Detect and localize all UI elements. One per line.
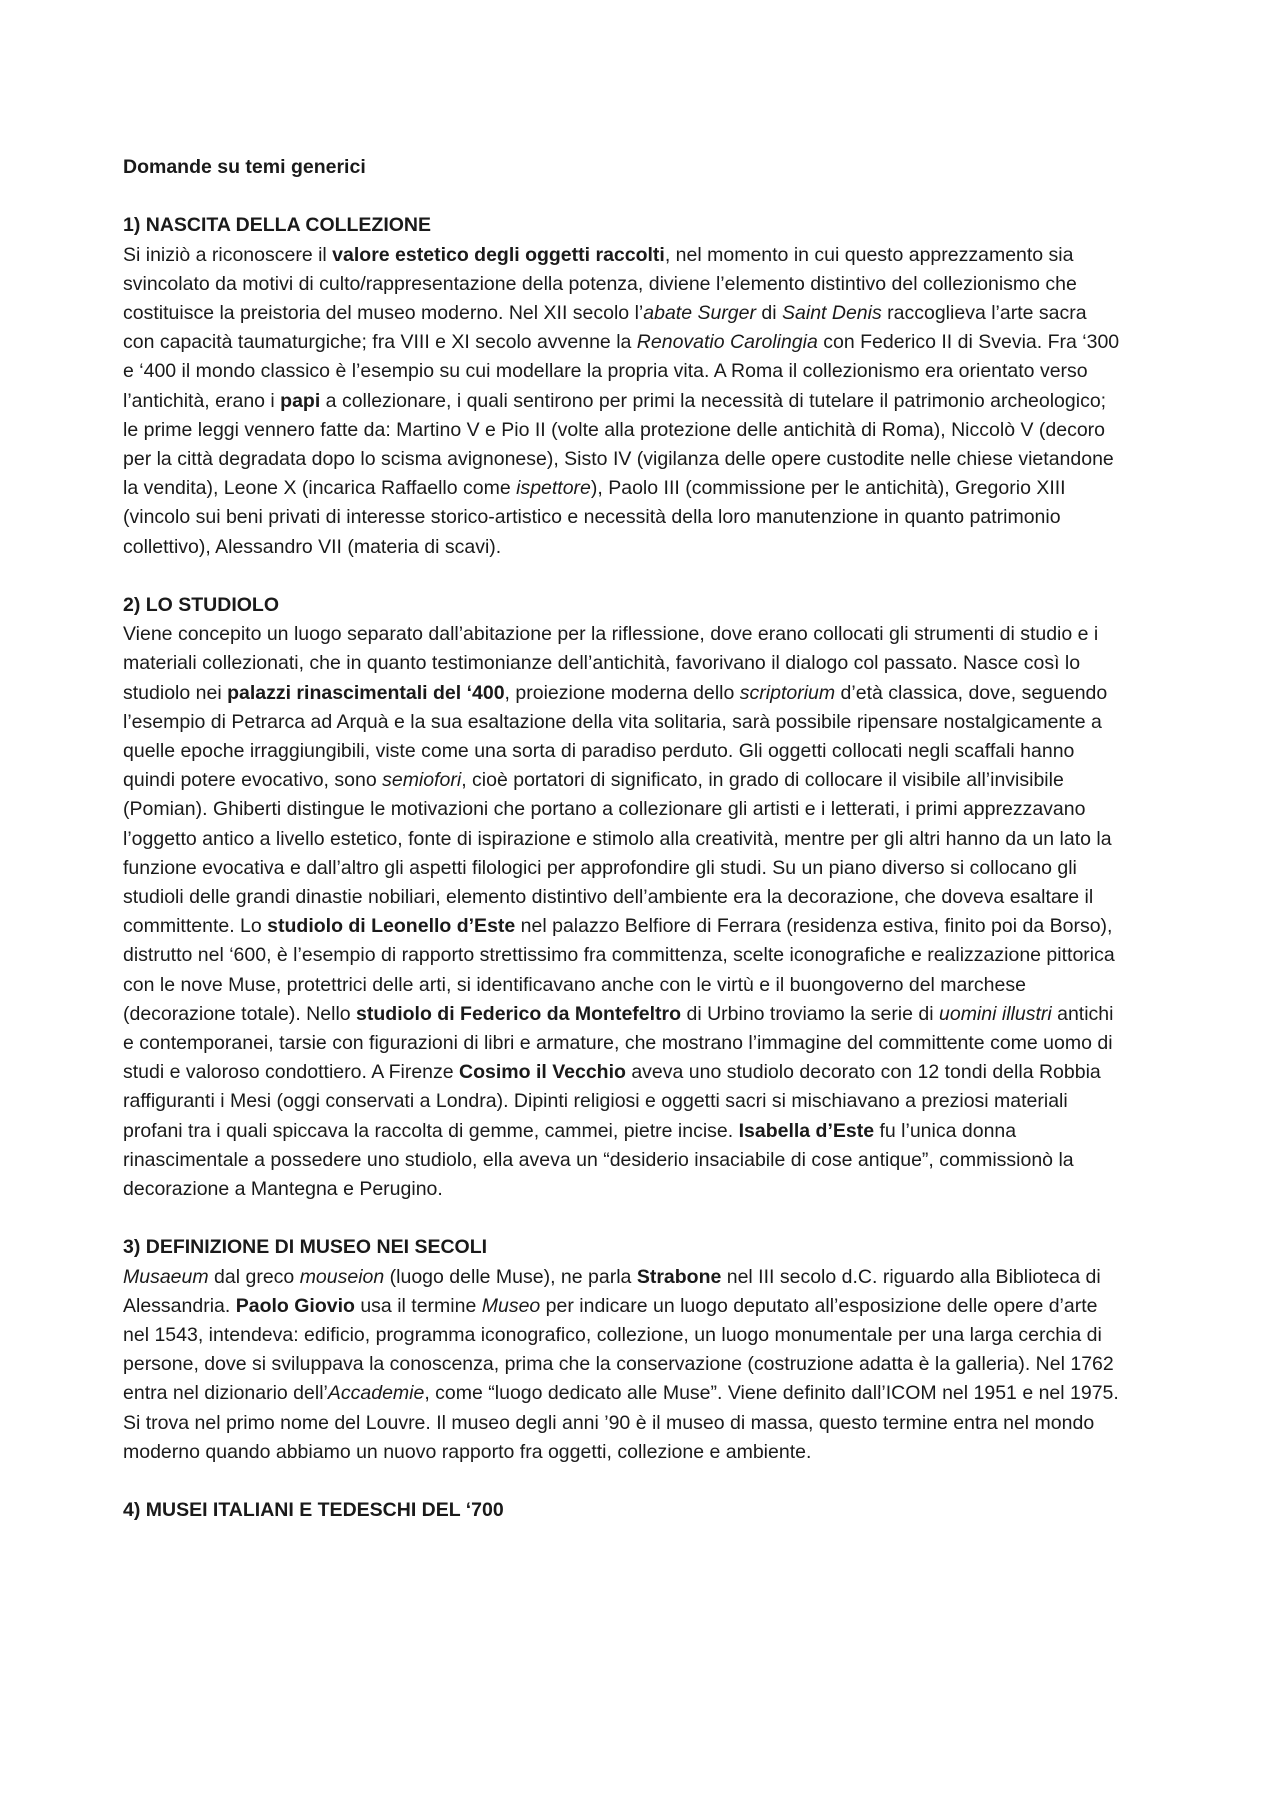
section-heading: 3) DEFINIZIONE DI MUSEO NEI SECOLI: [123, 1236, 488, 1259]
italic-text: Museo: [481, 1294, 541, 1317]
section-body: [123, 620, 1123, 1204]
bold-text: palazzi rinascimentali del ‘400: [227, 681, 505, 704]
text-run: dal greco: [208, 1265, 300, 1288]
italic-text: Accademie: [327, 1382, 425, 1405]
text-run: raccoglieva l’arte sacra con capacità taumaturgiche; fra VIII e XI secolo avvenne la: [123, 302, 1087, 354]
section-body: [123, 1263, 1123, 1467]
italic-text: scriptorium: [739, 681, 836, 704]
text-run: fu l’unica donna rinascimentale a possedere uno studiolo, ella aveva un “desiderio insaciabile di cose antique”, commissionò la decorazione a Mantegna e Perugino.: [123, 1119, 1074, 1201]
bold-text: papi: [280, 389, 321, 412]
section-heading: 4) MUSEI ITALIANI E TEDESCHI DEL ‘700: [123, 1499, 504, 1522]
bold-text: studiolo di Federico da Montefeltro: [356, 1002, 682, 1025]
bold-text: Isabella d’Este: [738, 1119, 875, 1142]
bold-text: valore estetico degli oggetti raccolti: [332, 243, 665, 266]
text-run: a collezionare, i quali sentirono per primi la necessità di tutelare il patrimonio archeologico; le prime leggi vennero fatte da: Martino V e Pio II (volte alla protezione delle antichità di Roma), Niccolò V (decoro per la città degradata dopo lo scisma avignonese), Sisto IV (vigilanza delle opere custodite nelle chiese vietandone la vendita), Leone X (incarica Raffaello come: [123, 389, 1114, 500]
italic-text: Saint Denis: [782, 302, 882, 324]
section-4: [123, 1496, 1123, 1525]
text-run: di Urbino troviamo la serie di: [681, 1002, 939, 1025]
section-heading: 1) NASCITA DELLA COLLEZIONE: [123, 214, 432, 237]
document-content: [123, 153, 1123, 1555]
section-body: [123, 241, 1123, 562]
text-run: , come “luogo dedicato alle Muse”. Viene definito dall’ICOM nel 1951 e nel 1975. Si trova nel primo nome del Louvre. Il museo degli anni ’90 è il museo di massa, questo termine entra nel mondo moderno quando abbiamo un nuovo rapporto fra oggetti, collezione e ambiente.: [123, 1382, 1119, 1463]
italic-text: semiofori: [382, 769, 462, 792]
section-3: [123, 1233, 1123, 1467]
section-2: [123, 591, 1123, 1204]
text-run: nel III secolo d.C. riguardo alla Biblioteca di Alessandria.: [123, 1265, 1101, 1317]
bold-text: Paolo Giovio: [235, 1294, 355, 1317]
text-run: nel palazzo Belfiore di Ferrara (residenza estiva, finito poi da Borso), distrutto nel ‘600, è l’esempio di rapporto strettissimo fra committenza, scelte iconografiche e realizzazione pittorica con le nove Muse, protettrici delle arti, si identificavano anche con le virtù e il buongoverno del marchese (decorazione totale). Nello: [123, 915, 1115, 1025]
text-run: per indicare un luogo deputato all’esposizione delle opere d’arte nel 1543, intendeva: edificio, programma iconografico, collezione, un luogo monumentale per una larga cerchia di persone, dove si sviluppava la conoscenza, prima che la conservazione (costruzione adatta è la galleria). Nel 1762 entra nel dizionario dell’: [123, 1294, 1114, 1405]
bold-text: Strabone: [636, 1265, 722, 1288]
text-run: , cioè portatori di significato, in grado di collocare il visibile all’invisibile (Pomian). Ghiberti distingue le motivazioni che portano a collezionare gli artisti e i letterati, i primi apprezzavano l’oggetto antico a livello estetico, fonte di ispirazione e stimolo alla creatività, mentre per gli altri hanno da un lato la funzione evocativa e dall’altro gli aspetti filologici per approfondire gli studi. Su un piano diverso si collocano gli studioli delle grandi dinastie nobiliari, elemento distintivo dell’ambiente era la decorazione, che doveva esaltare il committente. Lo: [123, 769, 1112, 938]
text-run: , proiezione moderna dello: [504, 681, 740, 704]
text-run: antichi e contemporanei, tarsie con figurazioni di libri e armature, che mostrano l’immagine del committente come uomo di studi e valoroso condottiero. A Firenze: [123, 1002, 1114, 1084]
italic-text: ispettore: [516, 477, 591, 500]
italic-text: Musaeum: [123, 1265, 209, 1288]
text-run: Viene concepito un luogo separato dall’abitazione per la riflessione, dove erano collocati gli strumenti di studio e i materiali collezionati, che in quanto testimonianze dell’antichità, favorivano il dialogo col passato. Nasce così lo studiolo nei: [123, 623, 1099, 704]
text-run: con Federico II di Svevia. Fra ‘300 e ‘400 il mondo classico è l’esempio su cui modellare la propria vita. A Roma il collezionismo era orientato verso l’antichità, erano i: [123, 331, 1120, 412]
text-run: , nel momento in cui questo apprezzamento sia svincolato da motivi di culto/rappresentazione della potenza, diviene l’elemento distintivo del collezionismo che costituisce la preistoria del museo moderno. Nel XII secolo l’: [123, 243, 1077, 324]
bold-text: Cosimo il Vecchio: [459, 1061, 626, 1084]
document-title: Domande su temi generici: [123, 156, 366, 178]
text-run: usa il termine: [354, 1294, 482, 1317]
section-heading: 2) LO STUDIOLO: [123, 594, 279, 617]
section-1: [123, 211, 1123, 561]
text-run: (luogo delle Muse), ne parla: [384, 1265, 637, 1288]
text-run: ), Paolo III (commissione per le antichità), Gregorio XIII (vincolo sui beni privati di interesse storico-artistico e necessità della loro manutenzione in quanto patrimonio collettivo), Alessandro VII (materia di scavi).: [123, 477, 1066, 558]
text-run: aveva uno studiolo decorato con 12 tondi della Robbia raffiguranti i Mesi (oggi conservati a Londra). Dipinti religiosi e oggetti sacri si mischiavano a preziosi materiali profani tra i quali spiccava la raccolta di gemme, cammei, pietre incise.: [123, 1061, 1101, 1142]
text-run: d’età classica, dove, seguendo l’esempio di Petrarca ad Arquà e la sua esaltazione della vita solitaria, sarà possibile ripensare nostalgicamente a quelle epoche irraggiungibili, viste come una sorta di paradiso perduto. Gli oggetti collocati negli scaffali hanno quindi potere evocativo, sono: [123, 681, 1108, 792]
sections-container: [123, 211, 1123, 1525]
italic-text: Renovatio Carolingia: [636, 331, 818, 354]
italic-text: mouseion: [299, 1265, 385, 1288]
bold-text: studiolo di Leonello d’Este: [267, 915, 516, 938]
text-run: Si iniziò a riconoscere il: [123, 243, 333, 266]
text-run: di: [756, 302, 783, 324]
italic-text: abate Surger: [643, 302, 756, 324]
italic-text: uomini illustri: [939, 1002, 1052, 1025]
